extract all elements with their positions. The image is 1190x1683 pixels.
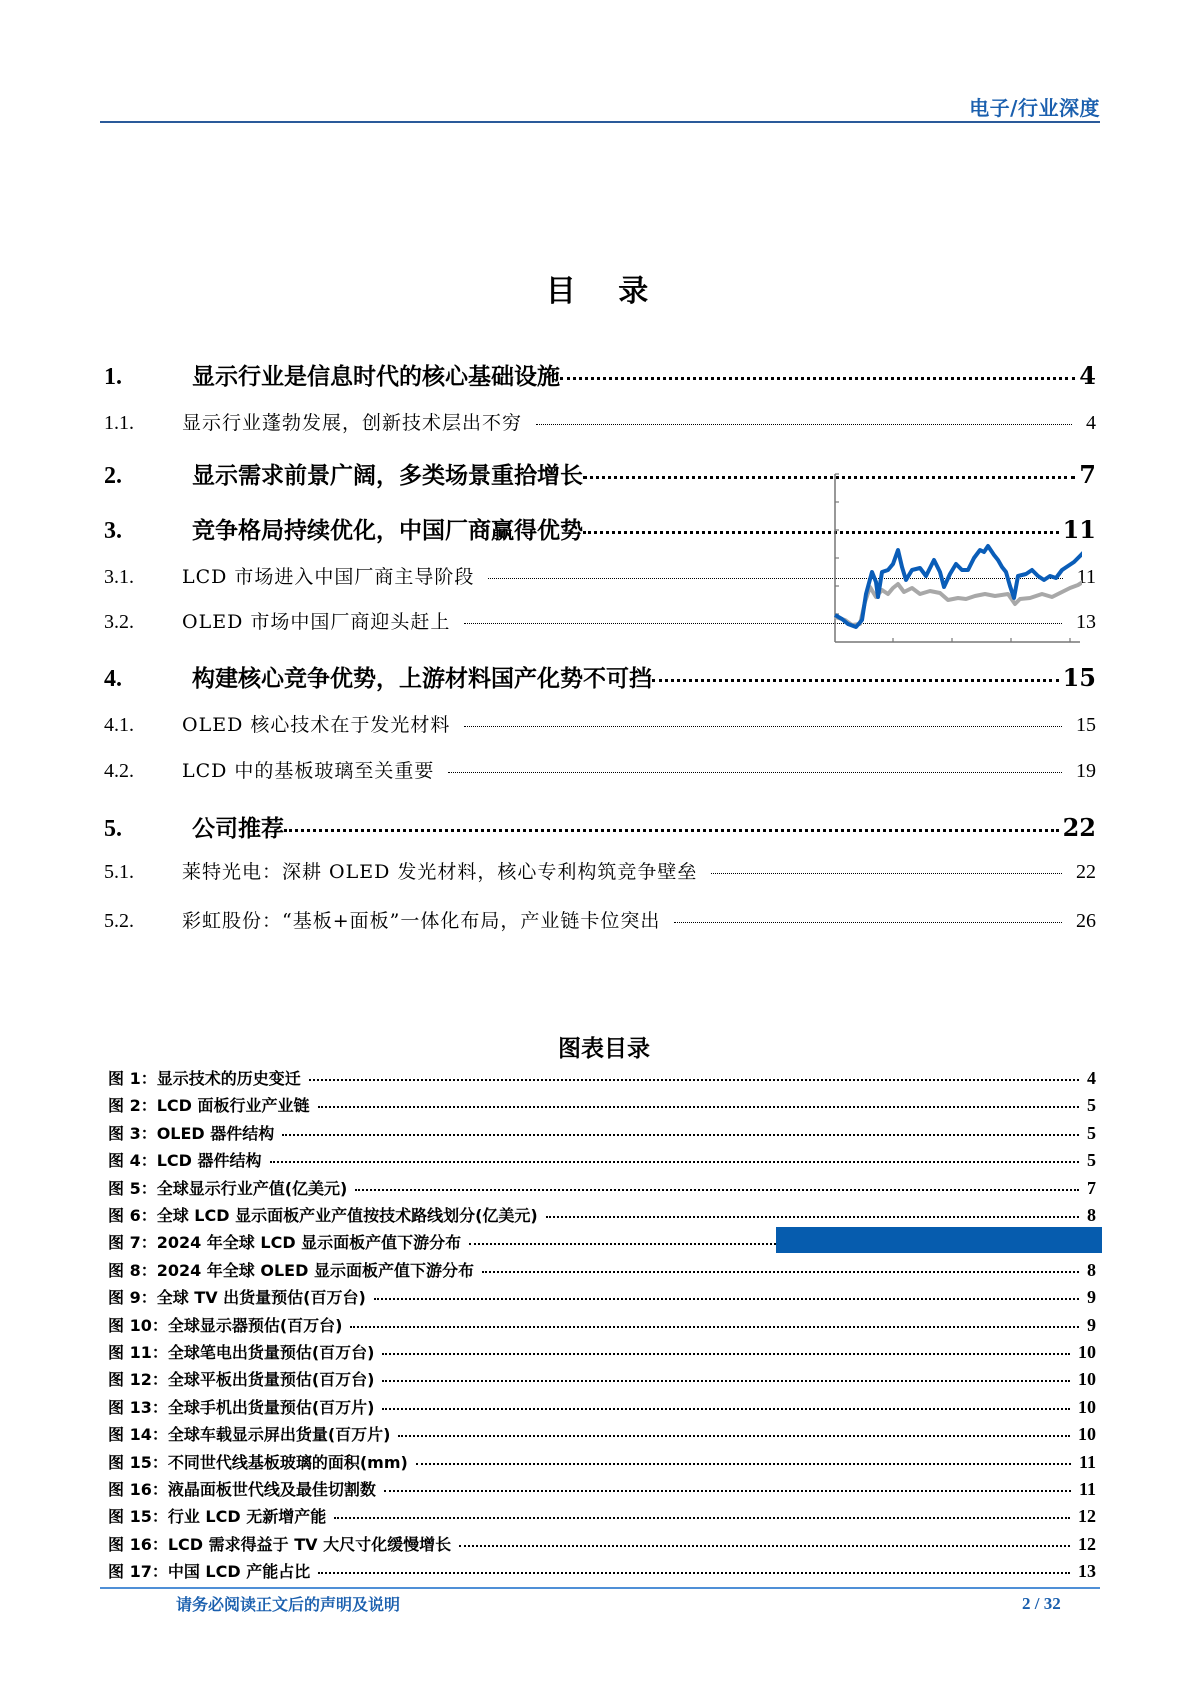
figure-entry-label: 图 7：2024 年全球 LCD 显示面板产值下游分布 xyxy=(108,1233,462,1253)
dot-leader xyxy=(382,1353,1070,1355)
toc-entry[interactable] xyxy=(104,710,1096,737)
dot-leader xyxy=(384,1490,1071,1492)
toc-entry-title: 显示需求前景广阔，多类场景重拾增长 xyxy=(192,463,583,489)
toc-entry-page: 15 xyxy=(1062,663,1096,692)
dot-leader xyxy=(382,1380,1070,1382)
dot-leader xyxy=(546,1216,1079,1218)
toc-entry-number: 3.1. xyxy=(104,566,134,588)
figure-entry[interactable] xyxy=(108,1395,1096,1418)
dot-leader xyxy=(374,1298,1079,1300)
toc-entry-title: OLED 市场中国厂商迎头赶上 xyxy=(182,611,451,633)
toc-entry-number: 1.1. xyxy=(104,412,134,434)
dot-leader xyxy=(536,424,1072,425)
toc-entry-page: 4 xyxy=(1086,412,1096,434)
dot-leader xyxy=(318,1106,1080,1108)
figure-entry-page: 5 xyxy=(1087,1095,1096,1116)
toc-entry[interactable] xyxy=(104,660,1096,693)
figure-entry-label: 图 8：2024 年全球 OLED 显示面板产值下游分布 xyxy=(108,1260,474,1280)
toc-entry-page: 22 xyxy=(1062,813,1096,842)
page-number: 2 / 32 xyxy=(1022,1594,1061,1613)
toc-entry-title: 显示行业蓬勃发展，创新技术层出不穷 xyxy=(182,412,523,434)
figure-entry[interactable] xyxy=(108,1477,1096,1500)
toc-entry-page: 13 xyxy=(1076,611,1096,633)
figure-entry[interactable] xyxy=(108,1203,1096,1226)
figure-entry-page: 7 xyxy=(1087,1177,1096,1198)
toc-entry[interactable] xyxy=(104,358,1096,391)
toc-entry-page: 19 xyxy=(1076,760,1096,782)
figure-entry-page: 8 xyxy=(1087,1205,1096,1225)
figure-entry[interactable] xyxy=(108,1121,1096,1144)
toc-entry-title: LCD 中的基板玻璃至关重要 xyxy=(182,760,435,782)
dot-leader xyxy=(382,1408,1070,1410)
figure-entry-page: 10 xyxy=(1078,1342,1096,1362)
figure-entry-label: 图 14：全球车载显示屏出货量(百万片) xyxy=(108,1425,391,1445)
figure-entry[interactable] xyxy=(108,1258,1096,1281)
header-category: 电子/行业深度 xyxy=(969,96,1100,120)
figure-entry-label: 图 1：显示技术的历史变迁 xyxy=(108,1069,301,1088)
figure-entry-label: 图 15：不同世代线基板玻璃的面积(mm) xyxy=(108,1452,408,1472)
toc-entry[interactable] xyxy=(104,756,1096,783)
figure-entry[interactable] xyxy=(108,1340,1096,1363)
toc-entry-number: 1. xyxy=(104,364,122,390)
dot-leader xyxy=(318,1572,1070,1574)
toc-entry-page: 7 xyxy=(1079,460,1096,489)
figure-entry[interactable] xyxy=(108,1093,1096,1116)
figure-entry-page: 10 xyxy=(1078,1396,1096,1417)
figure-entry-page: 10 xyxy=(1078,1369,1096,1390)
dot-leader xyxy=(398,1435,1070,1437)
toc-entry-number: 2. xyxy=(104,463,122,489)
toc-entry-title: OLED 核心技术在于发光材料 xyxy=(182,714,451,736)
toc-entry-number: 4. xyxy=(104,666,122,692)
figure-entry[interactable] xyxy=(108,1559,1096,1582)
dot-leader xyxy=(560,377,1075,380)
toc-entry-page: 11 xyxy=(1076,566,1096,588)
dot-leader xyxy=(284,829,1059,832)
toc-entry-number: 5.2. xyxy=(104,910,134,932)
figure-entry[interactable] xyxy=(108,1148,1096,1171)
figure-entry-page: 4 xyxy=(1087,1068,1096,1088)
dot-leader xyxy=(309,1079,1079,1081)
toc-entry[interactable] xyxy=(104,408,1096,435)
figure-entry-label: 图 17：中国 LCD 产能占比 xyxy=(108,1562,311,1582)
figure-entry-page: 13 xyxy=(1078,1561,1096,1582)
dot-leader xyxy=(464,726,1062,727)
footer-disclaimer: 请务必阅读正文后的声明及说明 xyxy=(176,1595,401,1614)
series-gray-line xyxy=(835,580,1082,625)
toc-entry-number: 3. xyxy=(104,518,122,544)
stock-chart-overlay xyxy=(830,472,1082,647)
dot-leader xyxy=(448,772,1062,773)
figure-entry-label: 图 15：行业 LCD 无新增产能 xyxy=(108,1507,327,1527)
toc-entry-number: 5. xyxy=(104,816,122,842)
dot-leader xyxy=(459,1545,1070,1547)
figure-entry[interactable] xyxy=(108,1532,1096,1555)
figure-entry[interactable] xyxy=(108,1422,1096,1445)
figure-entry[interactable] xyxy=(108,1504,1096,1527)
figure-entry[interactable] xyxy=(108,1450,1096,1473)
figure-entry-label: 图 16：LCD 需求得益于 TV 大尺寸化缓慢增长 xyxy=(108,1534,452,1554)
toc-entry[interactable] xyxy=(104,906,1096,933)
figure-entry-label: 图 2：LCD 面板行业产业链 xyxy=(108,1096,310,1116)
dot-leader xyxy=(282,1134,1079,1136)
figure-entry-label: 图 3：OLED 器件结构 xyxy=(108,1123,275,1143)
toc-entry-title: 构建核心竞争优势，上游材料国产化势不可挡 xyxy=(192,666,652,692)
figure-entry-label: 图 16：液晶面板世代线及最佳切割数 xyxy=(108,1480,376,1499)
toc-entry-page: 22 xyxy=(1076,861,1096,883)
figure-entry-page: 8 xyxy=(1087,1259,1096,1280)
toc-entry-page: 11 xyxy=(1062,515,1096,544)
dot-leader xyxy=(270,1161,1080,1163)
dot-leader xyxy=(355,1189,1079,1191)
figure-entry-page: 5 xyxy=(1087,1122,1096,1143)
series-blue-line xyxy=(835,526,1082,627)
toc-entry-page: 15 xyxy=(1076,714,1096,736)
figure-entry-label: 图 4：LCD 器件结构 xyxy=(108,1151,262,1171)
figure-entry-label: 图 9：全球 TV 出货量预估(百万台) xyxy=(108,1288,366,1308)
toc-entry-number: 5.1. xyxy=(104,861,134,883)
figure-entry-label: 图 6：全球 LCD 显示面板产业产值按技术路线划分(亿美元) xyxy=(108,1206,538,1225)
figure-entry[interactable] xyxy=(108,1066,1096,1089)
figure-entry-label: 图 13：全球手机出货量预估(百万片) xyxy=(108,1397,375,1417)
dot-leader xyxy=(416,1463,1071,1465)
figure-entry[interactable] xyxy=(108,1176,1096,1199)
toc-entry-title: LCD 市场进入中国厂商主导阶段 xyxy=(182,566,475,588)
figure-entry-page: 9 xyxy=(1087,1314,1096,1335)
toc-entry-number: 3.2. xyxy=(104,611,134,633)
figure-entry-page: 9 xyxy=(1087,1287,1096,1308)
toc-entry[interactable] xyxy=(104,857,1096,884)
figure-entry-page: 10 xyxy=(1078,1424,1096,1445)
figure-entry-label: 图 11：全球笔电出货量预估(百万台) xyxy=(108,1343,375,1362)
figure-entry-page: 12 xyxy=(1078,1506,1096,1527)
figure-entry[interactable] xyxy=(108,1285,1096,1308)
dot-leader xyxy=(711,873,1062,874)
toc-entry[interactable] xyxy=(104,810,1096,843)
toc-entry-page: 26 xyxy=(1076,910,1096,932)
figure-entry-label: 图 12：全球平板出货量预估(百万台) xyxy=(108,1370,375,1390)
toc-title: 目 录 xyxy=(545,274,665,309)
figure-entry-page: 5 xyxy=(1087,1150,1096,1171)
figure-entry-page: 11 xyxy=(1078,1451,1096,1472)
figure-entry-label: 图 10：全球显示器预估(百万台) xyxy=(108,1315,343,1335)
toc-entry-number: 4.2. xyxy=(104,760,134,782)
toc-entry-title: 彩虹股份：“基板+面板”一体化布局，产业链卡位突出 xyxy=(182,910,661,932)
toc-entry-title: 竞争格局持续优化，中国厂商赢得优势 xyxy=(192,518,583,544)
header-divider xyxy=(100,121,1100,123)
dot-leader xyxy=(482,1271,1079,1273)
redaction-block xyxy=(776,1227,1102,1253)
dot-leader xyxy=(350,1326,1079,1328)
footer-divider xyxy=(100,1587,1100,1589)
toc-entry-title: 莱特光电：深耕 OLED 发光材料，核心专利构筑竞争壁垒 xyxy=(182,861,698,883)
figure-entry[interactable] xyxy=(108,1313,1096,1336)
toc-entry-number: 4.1. xyxy=(104,714,134,736)
axis-ticks xyxy=(835,474,1070,642)
dot-leader xyxy=(674,922,1062,923)
figure-entry-page: 12 xyxy=(1078,1533,1096,1554)
figure-list-title: 图表目录 xyxy=(558,1036,650,1062)
figure-entry-page: 11 xyxy=(1078,1479,1096,1499)
dot-leader xyxy=(334,1517,1070,1519)
dot-leader xyxy=(652,679,1059,682)
figure-entry[interactable] xyxy=(108,1367,1096,1390)
toc-entry-title: 显示行业是信息时代的核心基础设施 xyxy=(192,364,560,390)
figure-entry-label: 图 5：全球显示行业产值(亿美元) xyxy=(108,1178,348,1198)
toc-entry-page: 4 xyxy=(1079,361,1096,390)
toc-entry-title: 公司推荐 xyxy=(192,816,284,842)
